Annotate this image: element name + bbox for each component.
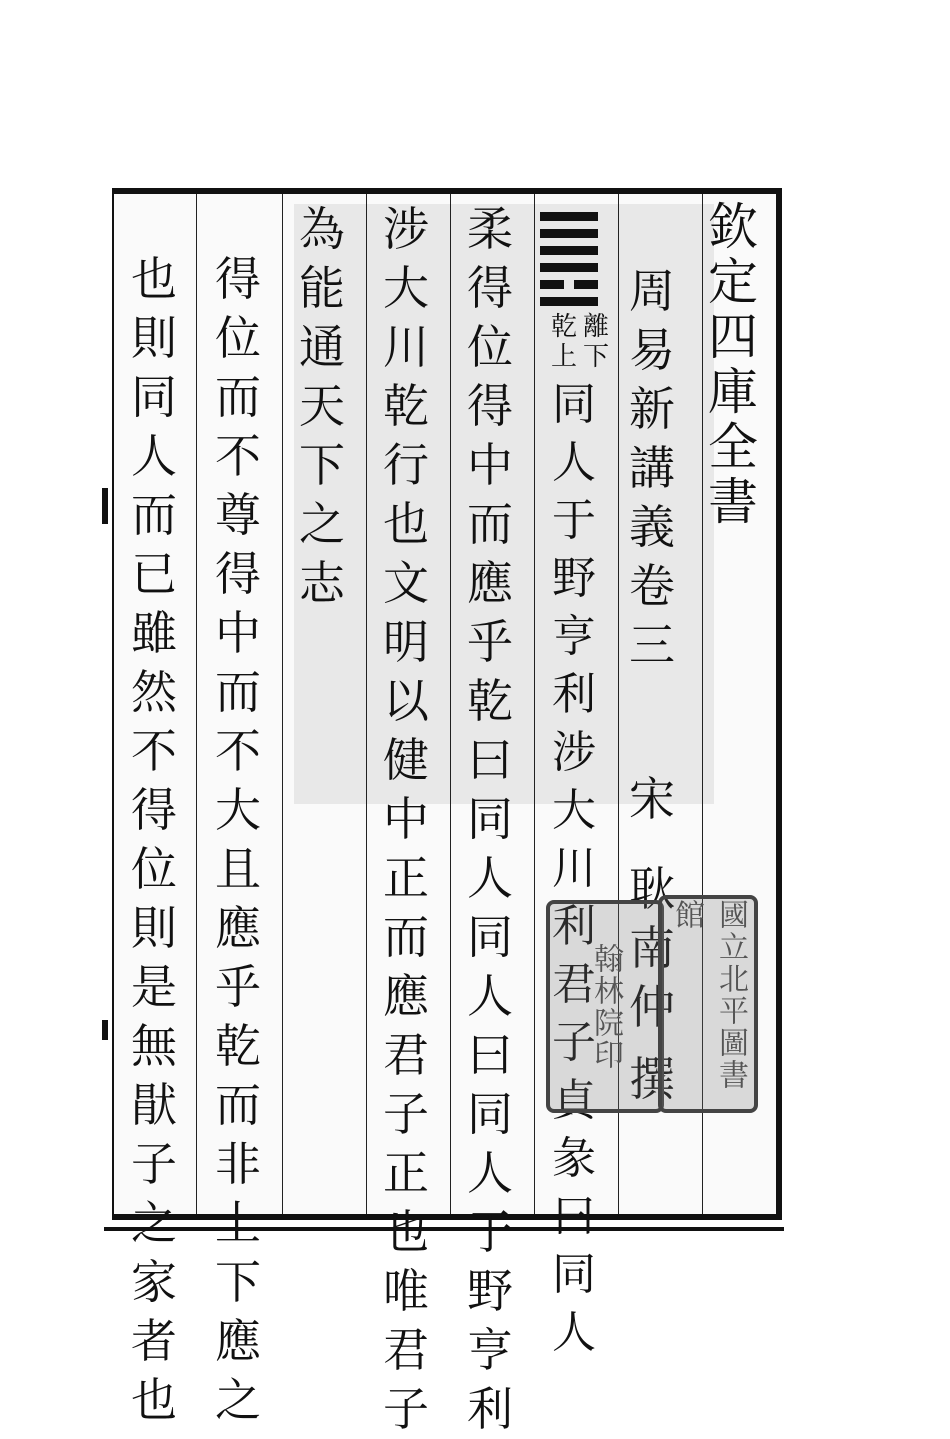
glyph: 義 bbox=[629, 500, 675, 554]
glyph: 人 bbox=[467, 969, 513, 1023]
column-rule bbox=[366, 194, 367, 1214]
glyph: 則 bbox=[131, 901, 177, 955]
glyph: 定 bbox=[708, 253, 758, 311]
glyph: 也 bbox=[131, 1373, 177, 1427]
glyph: 且 bbox=[215, 842, 261, 896]
glyph: 同 bbox=[467, 1087, 513, 1141]
glyph: 不 bbox=[215, 429, 261, 483]
glyph: 涉 bbox=[383, 202, 429, 256]
glyph: 得 bbox=[467, 261, 513, 315]
glyph: 貞 bbox=[552, 1075, 596, 1126]
glyph: 子 bbox=[131, 1137, 177, 1191]
glyph: 乾 bbox=[467, 674, 513, 728]
glyph: 乾 bbox=[383, 379, 429, 433]
glyph: 人 bbox=[467, 1146, 513, 1200]
glyph: 猒 bbox=[131, 1078, 177, 1132]
glyph: 南 bbox=[629, 921, 675, 975]
hexagram-tongren-icon bbox=[540, 212, 598, 314]
glyph: 庫 bbox=[708, 363, 758, 421]
glyph: 宋 bbox=[629, 772, 675, 826]
hexagram-line bbox=[540, 280, 598, 289]
glyph: 位 bbox=[215, 311, 261, 365]
glyph: 應 bbox=[467, 556, 513, 610]
glyph: 柔 bbox=[467, 202, 513, 256]
glyph: 行 bbox=[383, 438, 429, 492]
glyph: 大 bbox=[383, 261, 429, 315]
glyph: 以 bbox=[383, 674, 429, 728]
glyph: 易 bbox=[629, 323, 675, 377]
glyph: 而 bbox=[467, 497, 513, 551]
hexagram-line bbox=[540, 263, 598, 272]
column-rule bbox=[282, 194, 283, 1214]
glyph: 同 bbox=[467, 792, 513, 846]
glyph: 應 bbox=[383, 969, 429, 1023]
glyph: 正 bbox=[383, 1146, 429, 1200]
glyph: 唯 bbox=[383, 1264, 429, 1318]
glyph: 涉 bbox=[552, 727, 596, 778]
text-column-2 bbox=[466, 200, 514, 1439]
glyph: 全 bbox=[708, 418, 758, 476]
text-column-4 bbox=[298, 200, 346, 613]
glyph: 能 bbox=[299, 261, 345, 315]
glyph: 健 bbox=[383, 733, 429, 787]
glyph: 而 bbox=[383, 910, 429, 964]
glyph: 三 bbox=[629, 618, 675, 672]
glyph: 中 bbox=[215, 606, 261, 660]
glyph: 也 bbox=[383, 497, 429, 551]
glyph: 不 bbox=[215, 724, 261, 778]
glyph: 同 bbox=[467, 910, 513, 964]
glyph: 中 bbox=[383, 792, 429, 846]
glyph: 君 bbox=[383, 1028, 429, 1082]
glyph: 乾 bbox=[215, 1019, 261, 1073]
glyph: 尊 bbox=[215, 488, 261, 542]
text-column-5 bbox=[214, 250, 262, 1430]
glyph: 家 bbox=[131, 1255, 177, 1309]
glyph: 仲 bbox=[629, 980, 675, 1034]
bottom-rule bbox=[104, 1227, 784, 1231]
dynasty bbox=[628, 770, 676, 829]
glyph: 耿 bbox=[629, 862, 675, 916]
glyph: 大 bbox=[215, 783, 261, 837]
glyph: 已 bbox=[131, 547, 177, 601]
glyph: 得 bbox=[131, 783, 177, 837]
glyph: 亨 bbox=[552, 611, 596, 662]
glyph: 人 bbox=[467, 851, 513, 905]
glyph: 欽 bbox=[708, 198, 758, 256]
glyph: 同 bbox=[552, 1249, 596, 1300]
seal-stamp: 國立北平圖書館 bbox=[658, 895, 758, 1113]
glyph: 無 bbox=[131, 1019, 177, 1073]
edge-mark bbox=[102, 1020, 108, 1040]
glyph: 而 bbox=[215, 1078, 261, 1132]
glyph: 四 bbox=[708, 308, 758, 366]
seal-stamp: 翰林院印 bbox=[546, 900, 664, 1113]
glyph: 者 bbox=[131, 1314, 177, 1368]
glyph: 子 bbox=[383, 1087, 429, 1141]
glyph: 曰 bbox=[552, 1191, 596, 1242]
glyph: 子 bbox=[383, 1382, 429, 1436]
volume-title bbox=[628, 262, 676, 675]
glyph: 而 bbox=[215, 370, 261, 424]
glyph: 得 bbox=[215, 252, 261, 306]
glyph: 不 bbox=[131, 724, 177, 778]
hexagram-line bbox=[540, 246, 598, 255]
glyph: 之 bbox=[299, 497, 345, 551]
glyph: 野 bbox=[467, 1264, 513, 1318]
glyph: 非 bbox=[215, 1137, 261, 1191]
glyph: 同 bbox=[131, 370, 177, 424]
glyph: 撰 bbox=[629, 1052, 675, 1106]
glyph: 川 bbox=[383, 320, 429, 374]
glyph: 位 bbox=[467, 320, 513, 374]
glyph: 下 bbox=[299, 438, 345, 492]
glyph: 為 bbox=[299, 202, 345, 256]
glyph: 曰 bbox=[467, 733, 513, 787]
glyph: 君 bbox=[552, 959, 596, 1010]
glyph: 是 bbox=[131, 960, 177, 1014]
column-rule bbox=[196, 194, 197, 1214]
glyph: 乾 bbox=[550, 312, 577, 342]
glyph: 于 bbox=[552, 495, 596, 546]
glyph: 位 bbox=[131, 842, 177, 896]
glyph: 明 bbox=[383, 615, 429, 669]
glyph: 同 bbox=[552, 379, 596, 430]
glyph: 卷 bbox=[629, 559, 675, 613]
glyph: 正 bbox=[383, 851, 429, 905]
collection-title bbox=[708, 200, 756, 530]
glyph: 而 bbox=[215, 665, 261, 719]
glyph: 野 bbox=[552, 553, 596, 604]
glyph: 之 bbox=[131, 1196, 177, 1250]
glyph: 而 bbox=[131, 488, 177, 542]
glyph: 志 bbox=[299, 556, 345, 610]
glyph: 川 bbox=[552, 843, 596, 894]
glyph: 之 bbox=[215, 1373, 261, 1427]
glyph: 大 bbox=[552, 785, 596, 836]
glyph: 下 bbox=[215, 1255, 261, 1309]
glyph: 然 bbox=[131, 665, 177, 719]
glyph: 天 bbox=[299, 379, 345, 433]
edge-mark bbox=[102, 488, 108, 524]
glyph: 文 bbox=[383, 556, 429, 610]
text-column-1 bbox=[550, 376, 598, 1362]
glyph: 于 bbox=[467, 1205, 513, 1259]
glyph: 則 bbox=[131, 311, 177, 365]
glyph: 得 bbox=[467, 379, 513, 433]
glyph: 上 bbox=[215, 1196, 261, 1250]
glyph: 中 bbox=[467, 438, 513, 492]
glyph: 子 bbox=[552, 1017, 596, 1068]
glyph: 人 bbox=[131, 429, 177, 483]
column-rule bbox=[450, 194, 451, 1214]
text-column-3 bbox=[382, 200, 430, 1439]
glyph: 離 bbox=[582, 312, 609, 342]
glyph: 也 bbox=[383, 1205, 429, 1259]
glyph: 周 bbox=[629, 264, 675, 318]
glyph: 得 bbox=[215, 547, 261, 601]
hexagram-line bbox=[540, 229, 598, 238]
glyph: 利 bbox=[467, 1382, 513, 1436]
glyph: 乎 bbox=[467, 615, 513, 669]
glyph: 新 bbox=[629, 382, 675, 436]
text-column-6 bbox=[130, 250, 178, 1430]
hexagram-upper-label bbox=[540, 312, 588, 372]
glyph: 書 bbox=[708, 473, 758, 531]
hexagram-line bbox=[540, 212, 598, 221]
glyph: 下 bbox=[582, 342, 609, 372]
hexagram-line bbox=[540, 297, 598, 306]
glyph: 君 bbox=[383, 1323, 429, 1377]
glyph: 乎 bbox=[215, 960, 261, 1014]
glyph: 應 bbox=[215, 1314, 261, 1368]
glyph: 也 bbox=[131, 252, 177, 306]
glyph: 亨 bbox=[467, 1323, 513, 1377]
glyph: 應 bbox=[215, 901, 261, 955]
column-rule bbox=[534, 194, 535, 1214]
glyph: 利 bbox=[552, 901, 596, 952]
glyph: 彖 bbox=[552, 1133, 596, 1184]
glyph: 雖 bbox=[131, 606, 177, 660]
glyph: 人 bbox=[552, 437, 596, 488]
glyph: 曰 bbox=[467, 1028, 513, 1082]
glyph: 上 bbox=[550, 342, 577, 372]
glyph: 人 bbox=[552, 1307, 596, 1358]
glyph: 利 bbox=[552, 669, 596, 720]
glyph: 講 bbox=[629, 441, 675, 495]
glyph: 通 bbox=[299, 320, 345, 374]
